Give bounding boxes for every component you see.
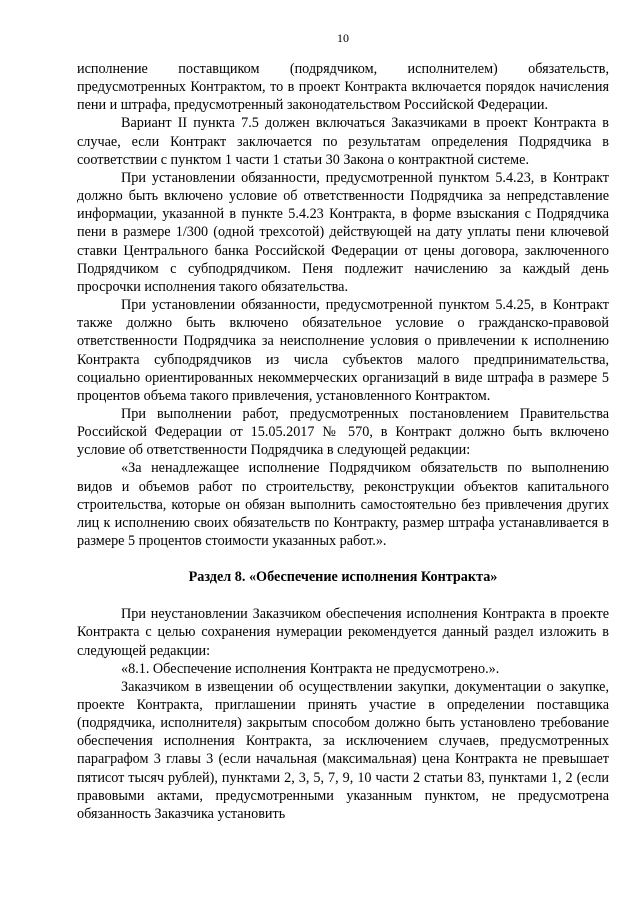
- paragraph: Заказчиком в извещении об осуществлении закупки, документации о закупке, проекте Контракта, приглашении принять участие в определении поставщика (подрядчика, исполнителя) закрытым способом должно быть установлено требование обеспечения исполнения Контракта, за исключением случаев, предусмотренных параграфом 3 главы 3 (если начальная (максимальная) цена Контракта не превышает пятисот тысяч рублей), пунктами 2, 3, 5, 7, 9, 10 части 2 статьи 83, пунктами 1, 2 (если правовыми актами, предусмотренными указанным пунктом, не предусмотрена обязанность Заказчика установить: [77, 678, 609, 822]
- section-heading: Раздел 8. «Обеспечение исполнения Контракта»: [188, 569, 498, 586]
- paragraph: При установлении обязанности, предусмотренной пунктом 5.4.23, в Контракт должно быть включено условие об ответственности Подрядчика за непредставление информации, указанной в пункте 5.4.23 Контракта, в форме взыскания с Подрядчика пени в размере 1/300 (одной трехсотой) действующей на дату уплаты пени ключевой ставки Центрального банка Российской Федерации от цены договора, заключенного Подрядчиком с субподрядчиком. Пеня подлежит начислению за каждый день просрочки исполнения такого обязательства.: [77, 169, 609, 295]
- quoted-paragraph: «За ненадлежащее исполнение Подрядчиком обязательств по выполнению видов и объемов работ по строительству, реконструкции объектов капитального строительства, которые он обязан выполнить самостоятельно без привлечения других лиц к исполнению своих обязательств по Контракту, размер штрафа устанавливается в размере 5 процентов стоимости указанных работ.».: [77, 460, 609, 550]
- paragraphs-before: [77, 60, 609, 550]
- page-number: 10: [337, 31, 349, 45]
- document-page: [77, 30, 609, 823]
- paragraph: исполнение поставщиком (подрядчиком, исполнителем) обязательств, предусмотренных Контрактом, то в проект Контракта включается порядок начисления пени и штрафа, предусмотренный законодательством Российской Федерации.: [77, 61, 609, 114]
- paragraph: При выполнении работ, предусмотренных постановлением Правительства Российской Федерации от 15.05.2017 № 570, в Контракт должно быть включено условие об ответственности Подрядчика в следующей редакции:: [77, 405, 609, 459]
- paragraph: При установлении обязанности, предусмотренной пунктом 5.4.25, в Контракт также должно быть включено обязательное условие о гражданско-правовой ответственности Подрядчика за неисполнение условия о привлечении к исполнению Контракта субподрядчиков из числа субъектов малого предпринимательства, социально ориентированных некоммерческих организаций в виде штрафа в размере 5 процентов объема такого привлечения, установленного Контрактом.: [77, 297, 609, 404]
- paragraph: При неустановлении Заказчиком обеспечения исполнения Контракта в проекте Контракта с целью сохранения нумерации рекомендуется данный раздел изложить в следующей редакции:: [77, 606, 609, 659]
- paragraphs-after: [77, 605, 609, 823]
- paragraph: Вариант II пункта 7.5 должен включаться Заказчиками в проект Контракта в случае, если Контракт заключается по результатам определения Подрядчика в соответствии с пунктом 1 части 1 статьи 30 Закона о контрактной системе.: [77, 115, 609, 168]
- quoted-paragraph: «8.1. Обеспечение исполнения Контракта не предусмотрено.».: [121, 660, 500, 677]
